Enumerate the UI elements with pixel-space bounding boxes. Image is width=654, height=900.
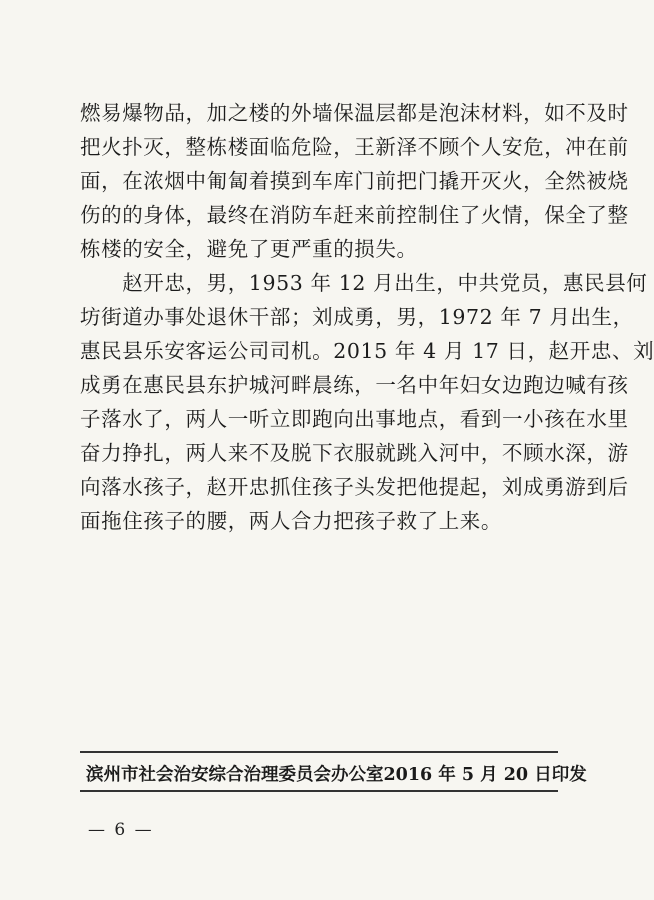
text-line: 面，在浓烟中匍匐着摸到车库门前把门撬开灭火，全然被烧 — [80, 169, 629, 193]
text-line: 赵开忠，男，1953 年 12 月出生，中共党员，惠民县何 — [80, 271, 648, 295]
page-number: — 6 — — [88, 820, 154, 840]
issuer-name: 滨州市社会治安综合治理委员会办公室 — [86, 764, 384, 785]
text-line: 向落水孩子，赵开忠抓住孩子头发把他提起，刘成勇游到后 — [80, 475, 629, 499]
footer-bottom-rule — [80, 790, 558, 792]
text-line: 把火扑灭，整栋楼面临危险，王新泽不顾个人安危，冲在前 — [80, 135, 629, 159]
issue-date: 2016 年 5 月 20 日印发 — [383, 764, 587, 785]
text-line: 燃易爆物品，加之楼的外墙保温层都是泡沫材料，如不及时 — [80, 101, 629, 125]
text-line: 面拖住孩子的腰，两人合力把孩子救了上来。 — [80, 509, 502, 533]
issuance-footer — [86, 758, 587, 788]
text-line: 惠民县乐安客运公司司机。2015 年 4 月 17 日，赵开忠、刘 — [80, 339, 654, 363]
text-line: 伤的的身体，最终在消防车赶来前控制住了火情，保全了整 — [80, 203, 629, 227]
text-line: 坊街道办事处退休干部；刘成勇，男，1972 年 7 月出生， — [80, 305, 634, 329]
text-line: 成勇在惠民县东护城河畔晨练，一名中年妇女边跑边喊有孩 — [80, 373, 629, 397]
text-line: 奋力挣扎，两人来不及脱下衣服就跳入河中，不顾水深，游 — [80, 441, 629, 465]
footer-top-rule — [80, 751, 558, 753]
text-line: 子落水了，两人一听立即跑向出事地点，看到一小孩在水里 — [80, 407, 629, 431]
body-text — [80, 96, 654, 538]
text-line: 栋楼的安全，避免了更严重的损失。 — [80, 237, 418, 261]
